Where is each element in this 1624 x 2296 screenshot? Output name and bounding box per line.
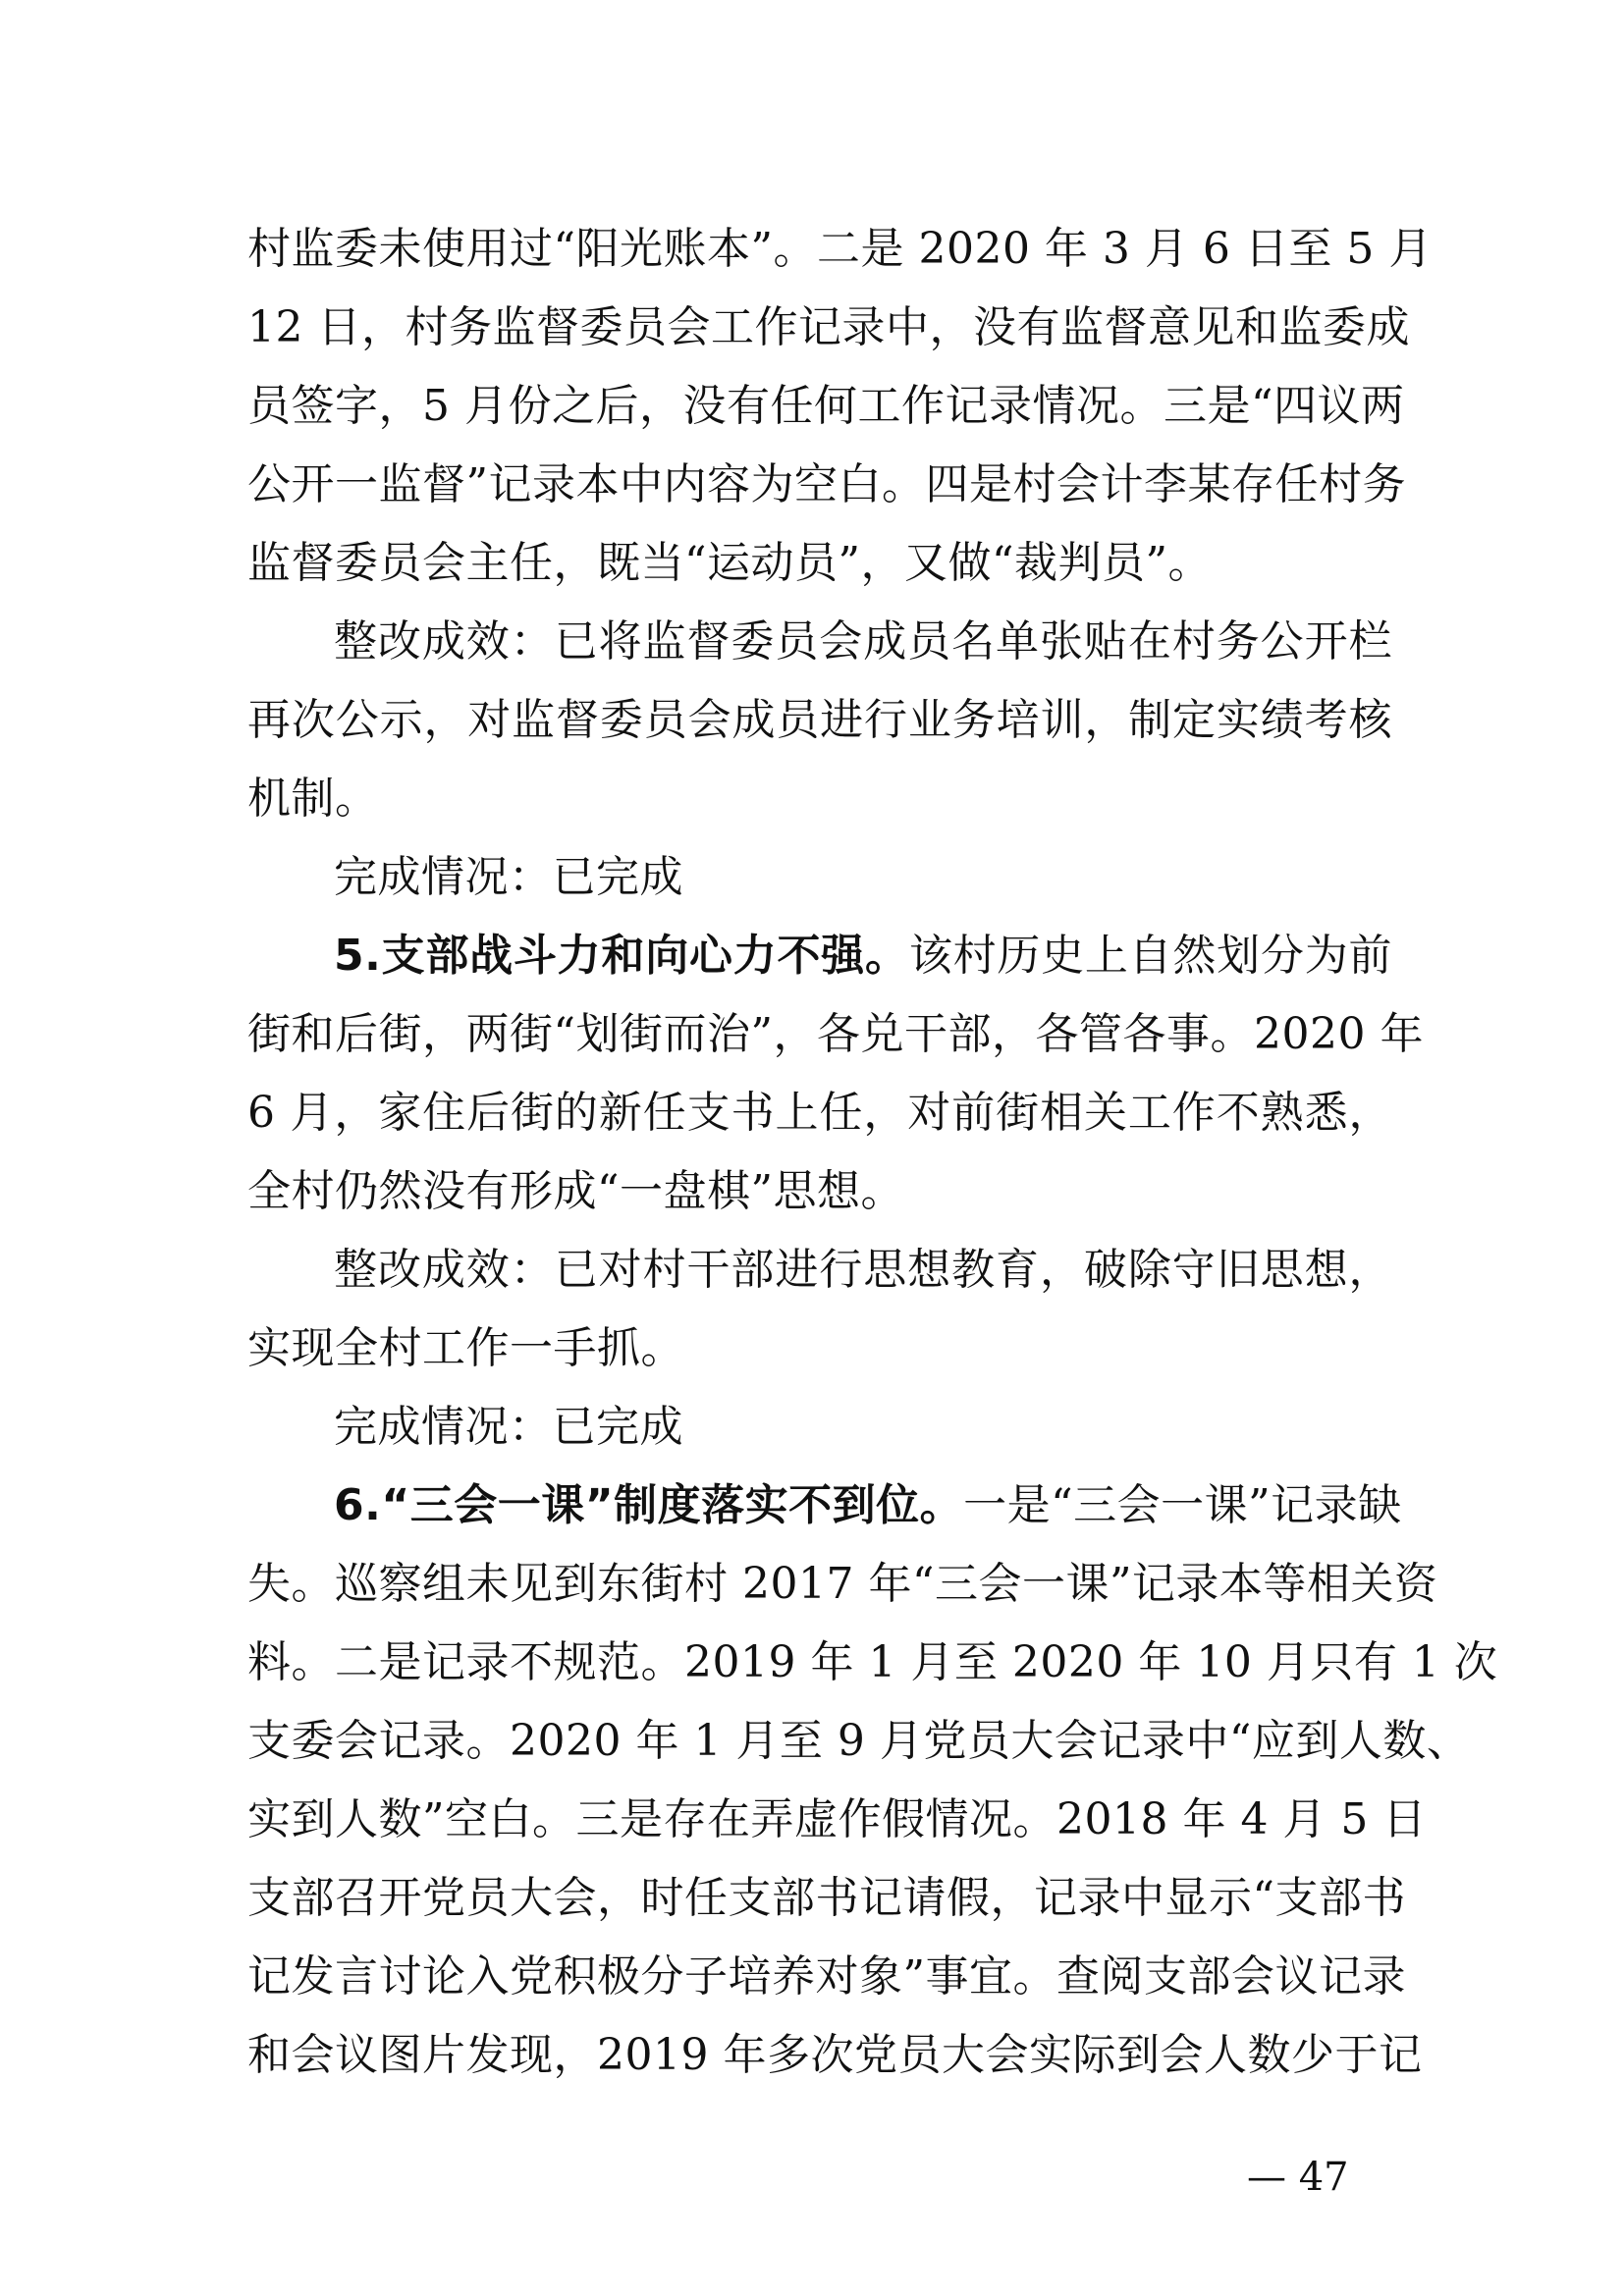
item-6-first-line xyxy=(247,1467,1402,1545)
text-line: 整改成效：已对村干部进行思想教育，破除守旧思想， xyxy=(334,1245,1392,1295)
text-line: 失。巡察组未见到东街村 2017 年“三会一课”记录本等相关资 xyxy=(247,1559,1438,1609)
text-line: 再次公示，对监督委员会成员进行业务培训，制定实绩考核 xyxy=(247,695,1392,745)
text-line: 整改成效：已将监督委员会成员名单张贴在村务公开栏 xyxy=(334,616,1392,667)
document-body xyxy=(247,210,1498,2095)
completion-status: 完成情况：已完成 xyxy=(334,852,683,902)
item-5-text: 该村历史上自然划分为前 xyxy=(908,931,1392,981)
text-line: 员签字，5 月份之后，没有任何工作记录情况。三是“四议两 xyxy=(247,381,1405,431)
item-5-heading: 5.支部战斗力和向心力不强。 xyxy=(334,931,909,981)
text-line: 全村仍然没有形成“一盘棋”思想。 xyxy=(247,1166,904,1216)
text-line: 和会议图片发现，2019 年多次党员大会实际到会人数少于记 xyxy=(247,2030,1423,2080)
text-line: 支部召开党员大会，时任支部书记请假，记录中显示“支部书 xyxy=(247,1873,1406,1923)
page-number: — 47 xyxy=(1247,2155,1349,2200)
completion-status: 完成情况：已完成 xyxy=(334,1402,683,1452)
text-line: 12 日，村务监督委员会工作记录中，没有监督意见和监委成 xyxy=(247,302,1410,352)
text-line: 记发言讨论入党积极分子培养对象”事宜。查阅支部会议记录 xyxy=(247,1951,1406,2002)
text-line: 实到人数”空白。三是存在弄虚作假情况。2018 年 4 月 5 日 xyxy=(247,1794,1427,1844)
item-6-heading: 6.“三会一课”制度落实不到位。 xyxy=(334,1480,964,1530)
text-line: 公开一监督”记录本中内容为空白。四是村会计李某存任村务 xyxy=(247,459,1406,509)
text-line: 实现全村工作一手抓。 xyxy=(247,1323,684,1373)
text-line: 料。二是记录不规范。2019 年 1 月至 2020 年 10 月只有 1 次 xyxy=(247,1637,1498,1687)
text-line: 街和后街，两街“划街而治”，各兑干部，各管各事。2020 年 xyxy=(247,1009,1424,1059)
text-line: 村监委未使用过“阳光账本”。二是 2020 年 3 月 6 日至 5 月 xyxy=(247,224,1433,274)
item-6-text: 一是“三会一课”记录缺 xyxy=(963,1480,1402,1530)
item-5-first-line xyxy=(247,917,1392,995)
text-line: 监督委员会主任，既当“运动员”，又做“裁判员”。 xyxy=(247,538,1212,588)
text-line: 机制。 xyxy=(247,774,379,824)
text-line: 6 月，家住后街的新任支书上任，对前街相关工作不熟悉， xyxy=(247,1088,1392,1138)
text-line: 支委会记录。2020 年 1 月至 9 月党员大会记录中“应到人数、 xyxy=(247,1716,1471,1766)
